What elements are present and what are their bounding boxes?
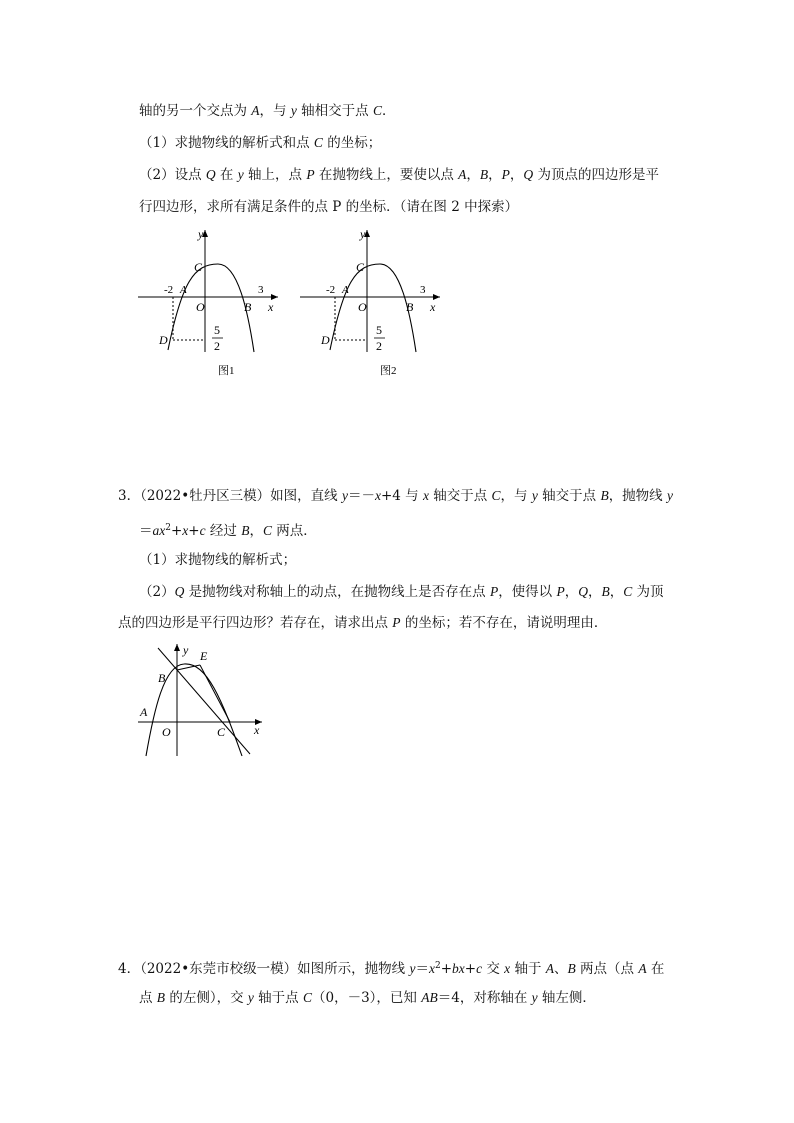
p3-figure (132, 640, 272, 762)
label-x: x (268, 300, 274, 314)
p4-line2: 点 B 的左侧），交 y 轴于点 C（0，－3），已知 AB＝4，对称轴在 y 轴左侧． (139, 990, 596, 1006)
label-O: O (358, 300, 367, 314)
fraction-num: 5 (376, 323, 382, 337)
caption: 图2 (380, 365, 397, 377)
parabola-curve (168, 264, 254, 352)
label-B: B (244, 300, 252, 314)
label-neg2: -2 (164, 284, 174, 296)
label-y: y (183, 643, 189, 657)
p2-line1: 轴的另一个交点为 A，与 y 轴相交于点 C． (139, 103, 396, 119)
label-3: 3 (258, 284, 264, 296)
label-y: y (198, 227, 204, 241)
label-O: O (162, 725, 171, 739)
p3-line2: $=ax^2+x+c$ 经过 B，C 两点． (139, 523, 317, 539)
p3-question-1: （1）求抛物线的解析式； (139, 552, 297, 568)
p3-question-2: （2）Q 是抛物线对称轴上的动点，在抛物线上是否存在点 P，使得以 P，Q，B，C 为顶 (139, 584, 664, 600)
label-O: O (196, 300, 205, 314)
label-A: A (180, 284, 187, 296)
p2-figure-1 (130, 222, 285, 382)
label-C: C (194, 260, 203, 274)
p3-question-2-cont: 点的四边形是平行四边形？若存在，请求出点 P 的坐标；若不存在，请说明理由． (118, 615, 608, 631)
label-x: x (430, 300, 436, 314)
label-y: y (360, 227, 366, 241)
p2-figure-2 (292, 222, 447, 382)
label-B: B (158, 671, 166, 685)
p3-line1: 3．（2022•牡丹区三模）如图，直线 y＝－x+4 与 x 轴交于点 C，与 y 轴交于点 B，抛物线 y (118, 488, 673, 504)
label-C: C (356, 260, 365, 274)
label-D: D (159, 333, 168, 347)
p4-line1: 4．（2022•东莞市校级一模）如图所示，抛物线 $y=x^2+bx+c$ 交 x 轴于 A、B 两点（点 A 在 (118, 961, 665, 977)
p2-question-1: （1）求抛物线的解析式和点 C 的坐标； (139, 135, 382, 151)
p2-question-2-cont: 行四边形，求所有满足条件的点 P 的坐标．（请在图 2 中探索） (139, 199, 519, 215)
y-axis-arrow-icon (174, 644, 180, 651)
parabola-curve (330, 264, 416, 352)
label-x: x (254, 723, 260, 737)
p2-question-2: （2）设点 Q 在 y 轴上，点 P 在抛物线上，要使以点 A，B，P，Q 为顶点的四边形是平 (139, 167, 659, 183)
label-B: B (406, 300, 414, 314)
label-E: E (200, 649, 208, 663)
fraction-den: 2 (214, 339, 220, 353)
label-A: A (140, 705, 148, 719)
line-BC (158, 648, 250, 754)
fraction-den: 2 (376, 339, 382, 353)
label-D: D (321, 333, 330, 347)
caption: 图1 (218, 365, 235, 377)
label-3: 3 (420, 284, 426, 296)
fraction-num: 5 (214, 323, 220, 337)
label-C: C (217, 725, 226, 739)
label-neg2: -2 (326, 284, 336, 296)
label-A: A (342, 284, 349, 296)
